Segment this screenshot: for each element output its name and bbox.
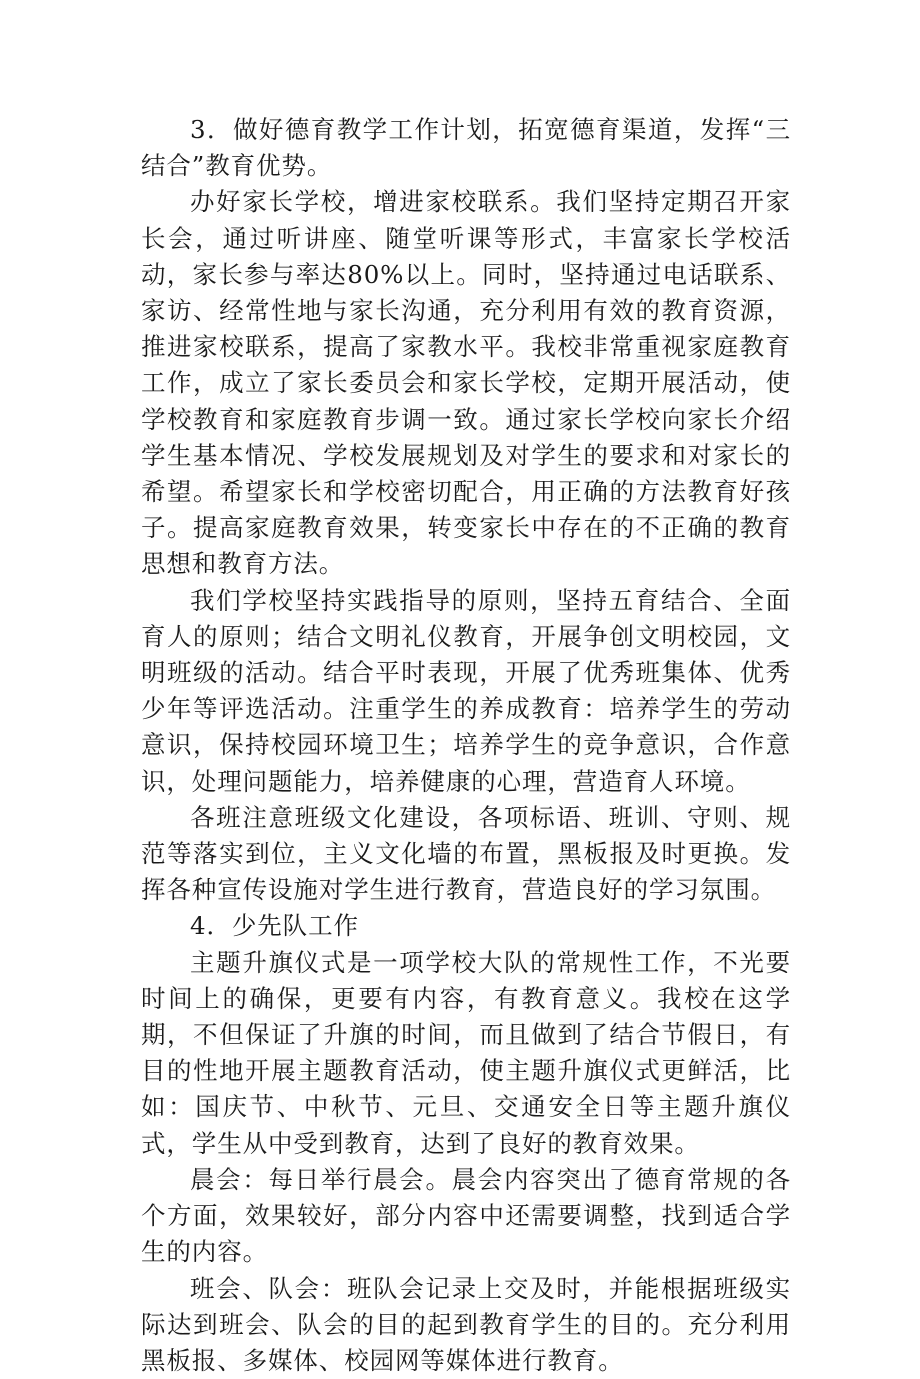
paragraph-section-3-heading: 3．做好德育教学工作计划，拓宽德育渠道，发挥“三结合”教育优势。	[141, 112, 791, 184]
document-body	[141, 112, 791, 1379]
paragraph-class-meeting: 班会、队会：班队会记录上交及时，并能根据班级实际达到班会、队会的目的起到教育学生的目的。充分利用黑板报、多媒体、校园网等媒体进行教育。	[141, 1271, 791, 1379]
paragraph-parent-school: 办好家长学校，增进家校联系。我们坚持定期召开家长会，通过听讲座、随堂听课等形式，丰富家长学校活动，家长参与率达80%以上。同时，坚持通过电话联系、家访、经常性地与家长沟通，充分利用有效的教育资源，推进家校联系，提高了家教水平。我校非常重视家庭教育工作，成立了家长委员会和家长学校，定期开展活动，使学校教育和家庭教育步调一致。通过家长学校向家长介绍学生基本情况、学校发展规划及对学生的要求和对家长的希望。希望家长和学校密切配合，用正确的方法教育好孩子。提高家庭教育效果，转变家长中存在的不正确的教育思想和教育方法。	[141, 184, 791, 582]
paragraph-flag-ceremony: 主题升旗仪式是一项学校大队的常规性工作，不光要时间上的确保，更要有内容，有教育意义。我校在这学期，不但保证了升旗的时间，而且做到了结合节假日，有目的性地开展主题教育活动，使主题升旗仪式更鲜活，比如：国庆节、中秋节、元旦、交通安全日等主题升旗仪式，学生从中受到教育，达到了良好的教育效果。	[141, 945, 791, 1162]
paragraph-section-4-heading: 4．少先队工作	[141, 908, 791, 944]
paragraph-morning-meeting: 晨会：每日举行晨会。晨会内容突出了德育常规的各个方面，效果较好，部分内容中还需要调整，找到适合学生的内容。	[141, 1162, 791, 1271]
paragraph-practice-principle: 我们学校坚持实践指导的原则，坚持五育结合、全面育人的原则；结合文明礼仪教育，开展争创文明校园，文明班级的活动。结合平时表现，开展了优秀班集体、优秀少年等评选活动。注重学生的养成教育：培养学生的劳动意识，保持校园环境卫生；培养学生的竞争意识，合作意识，处理问题能力，培养健康的心理，营造育人环境。	[141, 583, 791, 800]
paragraph-class-culture: 各班注意班级文化建设，各项标语、班训、守则、规范等落实到位，主义文化墙的布置，黑板报及时更换。发挥各种宣传设施对学生进行教育，营造良好的学习氛围。	[141, 800, 791, 909]
